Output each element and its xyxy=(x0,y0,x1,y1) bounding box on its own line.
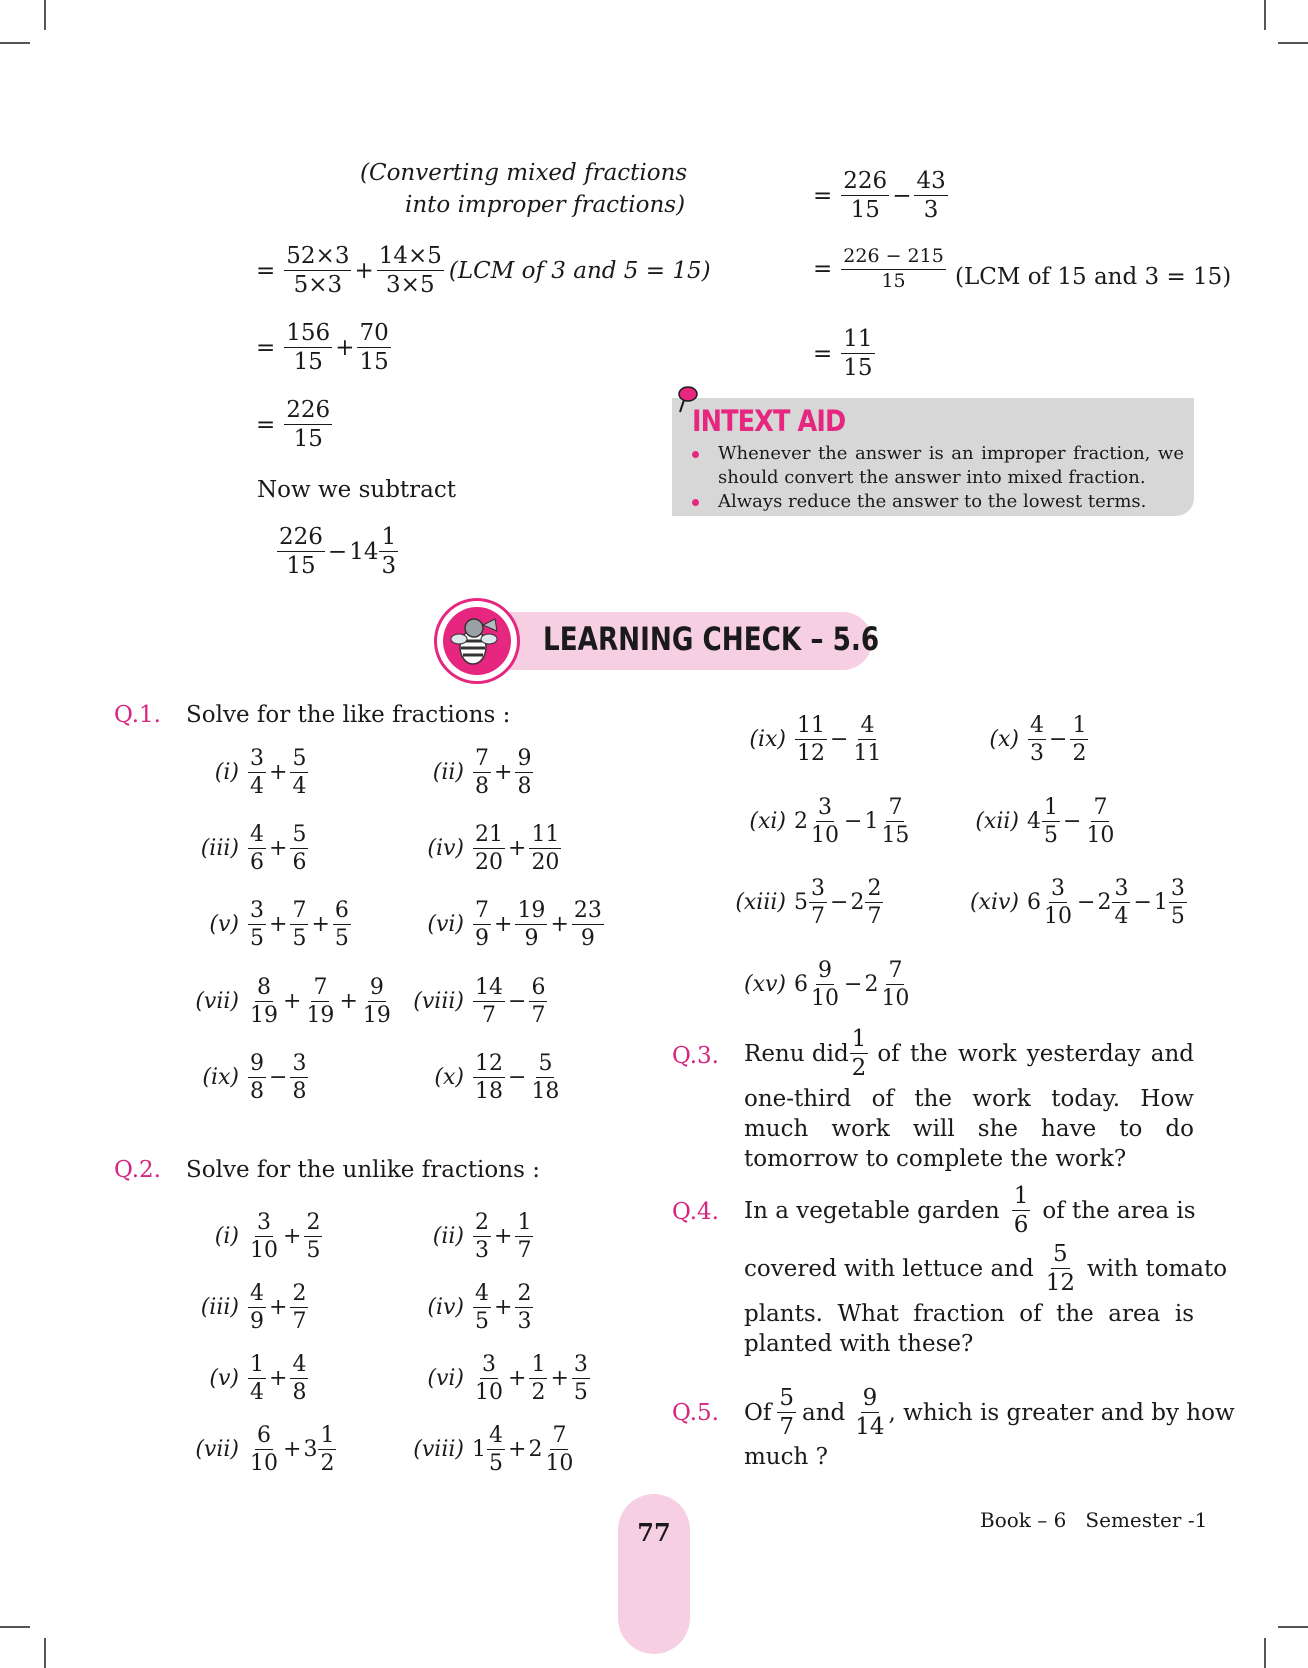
exercise-item: (vi) $\frac{7}{9}$ + $\frac{19}{9}$ + $\frac{23}{9}$ xyxy=(406,898,605,952)
footer-book: Book – 6 Semester -1 xyxy=(980,1508,1208,1532)
fraction: $\frac{14}{7}$ xyxy=(475,975,503,1029)
exercise-label: (v) xyxy=(209,1366,239,1392)
step-lcm: = $\frac{52\times 3}{5\times 3}$ + $\frac{14\times 5}{3\times 5}$ (LCM of 3 and 5 = 15) xyxy=(256,243,711,299)
exercise-item: (x) $\frac{4}{3}$ − $\frac{1}{2}$ xyxy=(961,713,1089,767)
exercise-label: (v) xyxy=(209,912,239,938)
fraction: $\frac{3}{5}$ xyxy=(573,1352,588,1406)
exercise-item: (ix) $\frac{9}{8}$ − $\frac{3}{8}$ xyxy=(181,1051,309,1105)
fraction: $\frac{23}{9}$ xyxy=(573,898,602,952)
q4-number: Q.4. xyxy=(672,1199,719,1225)
right-step-3: = $\frac{11}{15}$ xyxy=(813,326,873,382)
exercise-item: (xiv) 6 $\frac{3}{10}$ − 2 $\frac{3}{4}$ − 1 $\frac{3}{5}$ xyxy=(961,876,1188,930)
fraction: $\frac{5}{6}$ xyxy=(292,822,307,876)
exercise-item: (x) $\frac{12}{18}$ − $\frac{5}{18}$ xyxy=(406,1051,562,1105)
conversion-note: (Converting mixed fractions xyxy=(360,160,688,186)
exercise-label: (vii) xyxy=(195,1437,239,1463)
q2-number: Q.2. xyxy=(114,1157,161,1183)
q1-text: Solve for the like fractions : xyxy=(186,702,511,728)
fraction: $\frac{3}{8}$ xyxy=(292,1051,307,1105)
exercise-label: (ii) xyxy=(432,1224,464,1250)
pushpin-icon xyxy=(676,384,700,414)
q4-text: plants. What fraction of the area is planted with these? xyxy=(744,1301,1194,1357)
fraction: $\frac{5}{18}$ xyxy=(531,1051,560,1105)
fraction: $\frac{7}{9}$ xyxy=(475,898,489,952)
exercise-item: (iii) $\frac{4}{6}$ + $\frac{5}{6}$ xyxy=(181,822,309,876)
fraction: $\frac{1}{4}$ xyxy=(250,1352,264,1406)
q4-line-2: covered with lettuce and $\frac{5}{12}$ with tomato xyxy=(744,1241,1228,1297)
exercise-label: (i) xyxy=(214,760,239,786)
exercise-item: (vii) $\frac{6}{10}$ + 3 $\frac{1}{2}$ xyxy=(181,1423,337,1477)
q1-number: Q.1. xyxy=(114,702,161,728)
exercise-item: (i) $\frac{3}{4}$ + $\frac{5}{4}$ xyxy=(181,746,309,800)
exercise-label: (iii) xyxy=(200,1295,239,1321)
intext-aid-point: Whenever the answer is an improper fraction, we should convert the answer into mixed fraction. xyxy=(684,442,1184,490)
q3-text: one-third of the work today. How much work will she have to do tomorrow to complete the work? xyxy=(744,1086,1194,1172)
fraction: $\frac{11}{12}$ xyxy=(797,713,825,767)
fraction: $\frac{1}{2}$ xyxy=(531,1352,546,1406)
q5-number: Q.5. xyxy=(672,1400,719,1426)
exercise-label: (viii) xyxy=(413,1437,464,1463)
fraction: $\frac{21}{20}$ xyxy=(475,822,503,876)
q3-number: Q.3. xyxy=(672,1043,719,1069)
fraction: $\frac{2}{3}$ xyxy=(517,1281,532,1335)
exercise-item: (i) $\frac{3}{10}$ + $\frac{2}{5}$ xyxy=(181,1210,323,1264)
exercise-item: (v) $\frac{1}{4}$ + $\frac{4}{8}$ xyxy=(181,1352,309,1406)
fraction: $\frac{3}{4}$ xyxy=(250,746,264,800)
exercise-item: (ii) $\frac{7}{8}$ + $\frac{9}{8}$ xyxy=(406,746,534,800)
fraction: $\frac{4}{5}$ xyxy=(489,1423,503,1477)
exercise-label: (vi) xyxy=(427,912,464,938)
fraction: $\frac{1}{7}$ xyxy=(517,1210,532,1264)
fraction: $\frac{19}{9}$ xyxy=(517,898,546,952)
exercise-label: (ix) xyxy=(202,1065,239,1091)
fraction: $\frac{3}{10}$ xyxy=(475,1352,503,1406)
exercise-label: (ix) xyxy=(749,727,786,753)
exercise-label: (xi) xyxy=(749,809,786,835)
exercise-item: (viii) $\frac{14}{7}$ − $\frac{6}{7}$ xyxy=(406,975,548,1029)
fraction: $\frac{2}{5}$ xyxy=(306,1210,321,1264)
exercise-label: (iv) xyxy=(427,836,464,862)
fraction: $\frac{4}{6}$ xyxy=(250,822,264,876)
q5-line-1: Of $\frac{5}{7}$ and $\frac{9}{14}$ , which is greater and by how xyxy=(744,1385,1235,1441)
fraction: $\frac{4}{8}$ xyxy=(292,1352,307,1406)
exercise-item: (vii) $\frac{8}{19}$ + $\frac{7}{19}$ + $\frac{9}{19}$ xyxy=(181,975,394,1029)
fraction: $\frac{3}{10}$ xyxy=(250,1210,278,1264)
fraction: $\frac{8}{19}$ xyxy=(250,975,278,1029)
crop-mark xyxy=(1264,0,1266,30)
crop-mark xyxy=(44,0,46,30)
fraction: $\frac{3}{5}$ xyxy=(1170,876,1185,930)
exercise-item: (xv) 6 $\frac{9}{10}$ − 2 $\frac{7}{10}$ xyxy=(728,958,912,1012)
fraction: $\frac{3}{4}$ xyxy=(1114,876,1129,930)
bee-icon xyxy=(447,611,507,671)
q3-first-line: Renu did $\frac{1}{2}$ of the work yesterday and xyxy=(744,1026,1194,1082)
page-number: 77 xyxy=(637,1518,671,1547)
exercise-item: (viii) 1 $\frac{4}{5}$ + 2 $\frac{7}{10}$ xyxy=(406,1423,576,1477)
fraction: $\frac{1}{5}$ xyxy=(1044,795,1058,849)
intext-aid-box xyxy=(672,398,1194,516)
exercise-label: (x) xyxy=(434,1065,464,1091)
intext-aid-list xyxy=(684,442,1184,514)
fraction: $\frac{7}{10}$ xyxy=(881,958,910,1012)
q2-text: Solve for the unlike fractions : xyxy=(186,1157,540,1183)
crop-mark xyxy=(44,1638,46,1668)
exercise-item: (vi) $\frac{3}{10}$ + $\frac{1}{2}$ + $\frac{3}{5}$ xyxy=(406,1352,591,1406)
exercise-label: (xiii) xyxy=(735,890,786,916)
crop-mark xyxy=(1278,42,1308,44)
now-subtract-text: Now we subtract xyxy=(257,477,456,503)
fraction: $\frac{2}{7}$ xyxy=(867,876,882,930)
crop-mark xyxy=(0,1626,30,1628)
fraction: $\frac{4}{3}$ xyxy=(1030,713,1044,767)
fraction: $\frac{9}{8}$ xyxy=(517,746,532,800)
step-sum: = $\frac{156}{15}$ + $\frac{70}{15}$ xyxy=(256,320,389,376)
exercise-label: (iii) xyxy=(200,836,239,862)
fraction: $\frac{9}{10}$ xyxy=(811,958,839,1012)
right-step-1: = $\frac{226}{15}$ − $\frac{43}{3}$ xyxy=(813,168,946,224)
step-subtract: $\frac{226}{15}$ − 14 $\frac{1}{3}$ xyxy=(279,524,397,580)
fraction: $\frac{9}{19}$ xyxy=(362,975,391,1029)
conversion-note-line2: into improper fractions) xyxy=(405,192,686,218)
fraction: $\frac{6}{10}$ xyxy=(250,1423,278,1477)
exercise-label: (viii) xyxy=(413,989,464,1015)
fraction: $\frac{1}{2}$ xyxy=(1072,713,1087,767)
exercise-label: (vii) xyxy=(195,989,239,1015)
exercise-item: (ix) $\frac{11}{12}$ − $\frac{4}{11}$ xyxy=(728,713,884,767)
fraction: $\frac{7}{8}$ xyxy=(475,746,489,800)
fraction: $\frac{4}{5}$ xyxy=(475,1281,489,1335)
exercise-item: (xiii) 5 $\frac{3}{7}$ − 2 $\frac{2}{7}$ xyxy=(728,876,884,930)
fraction: $\frac{12}{18}$ xyxy=(475,1051,503,1105)
q5-text: much ? xyxy=(744,1444,828,1470)
fraction: $\frac{7}{10}$ xyxy=(545,1423,574,1477)
crop-mark xyxy=(1278,1626,1308,1628)
step-result: = $\frac{226}{15}$ xyxy=(256,397,331,453)
exercise-item: (iv) $\frac{21}{20}$ + $\frac{11}{20}$ xyxy=(406,822,562,876)
exercise-item: (xi) 2 $\frac{3}{10}$ − 1 $\frac{7}{15}$ xyxy=(728,795,912,849)
fraction: $\frac{7}{5}$ xyxy=(292,898,307,952)
learning-check-title: LEARNING CHECK – 5.6 xyxy=(543,620,880,658)
intext-aid-point: Always reduce the answer to the lowest terms. xyxy=(684,490,1184,514)
fraction: $\frac{4}{9}$ xyxy=(250,1281,264,1335)
fraction: $\frac{3}{7}$ xyxy=(811,876,825,930)
fraction: $\frac{2}{3}$ xyxy=(475,1210,489,1264)
fraction: $\frac{6}{5}$ xyxy=(334,898,349,952)
fraction: $\frac{6}{7}$ xyxy=(531,975,546,1029)
exercise-label: (i) xyxy=(214,1224,239,1250)
q4-line-1: In a vegetable garden $\frac{1}{6}$ of the area is xyxy=(744,1183,1196,1239)
lcm-note: (LCM of 15 and 3 = 15) xyxy=(955,264,1232,290)
fraction: $\frac{7}{15}$ xyxy=(881,795,910,849)
learning-check-logo xyxy=(434,598,520,684)
exercise-label: (xii) xyxy=(975,809,1019,835)
exercise-label: (xv) xyxy=(743,972,786,998)
fraction: $\frac{7}{10}$ xyxy=(1086,795,1115,849)
exercise-label: (x) xyxy=(989,727,1019,753)
fraction: $\frac{11}{20}$ xyxy=(531,822,560,876)
fraction: $\frac{1}{2}$ xyxy=(320,1423,335,1477)
fraction: $\frac{3}{5}$ xyxy=(250,898,264,952)
exercise-item: (iii) $\frac{4}{9}$ + $\frac{2}{7}$ xyxy=(181,1281,309,1335)
fraction: $\frac{9}{8}$ xyxy=(250,1051,264,1105)
intext-aid-title: INTEXT AID xyxy=(692,404,846,438)
fraction: $\frac{4}{11}$ xyxy=(853,713,882,767)
exercise-item: (xii) 4 $\frac{1}{5}$ − $\frac{7}{10}$ xyxy=(961,795,1117,849)
crop-mark xyxy=(1264,1638,1266,1668)
exercise-item: (ii) $\frac{2}{3}$ + $\frac{1}{7}$ xyxy=(406,1210,534,1264)
fraction: $\frac{2}{7}$ xyxy=(292,1281,307,1335)
exercise-label: (xiv) xyxy=(969,890,1019,916)
exercise-item: (iv) $\frac{4}{5}$ + $\frac{2}{3}$ xyxy=(406,1281,534,1335)
right-step-2: = $\frac{226 - 215}{15}$ xyxy=(813,245,944,292)
exercise-label: (iv) xyxy=(427,1295,464,1321)
fraction: $\frac{7}{19}$ xyxy=(306,975,335,1029)
exercise-label: (vi) xyxy=(427,1366,464,1392)
exercise-label: (ii) xyxy=(432,760,464,786)
crop-mark xyxy=(0,42,30,44)
fraction: $\frac{3}{10}$ xyxy=(811,795,839,849)
fraction: $\frac{5}{4}$ xyxy=(292,746,307,800)
fraction: $\frac{3}{10}$ xyxy=(1044,876,1072,930)
exercise-item: (v) $\frac{3}{5}$ + $\frac{7}{5}$ + $\frac{6}{5}$ xyxy=(181,898,352,952)
